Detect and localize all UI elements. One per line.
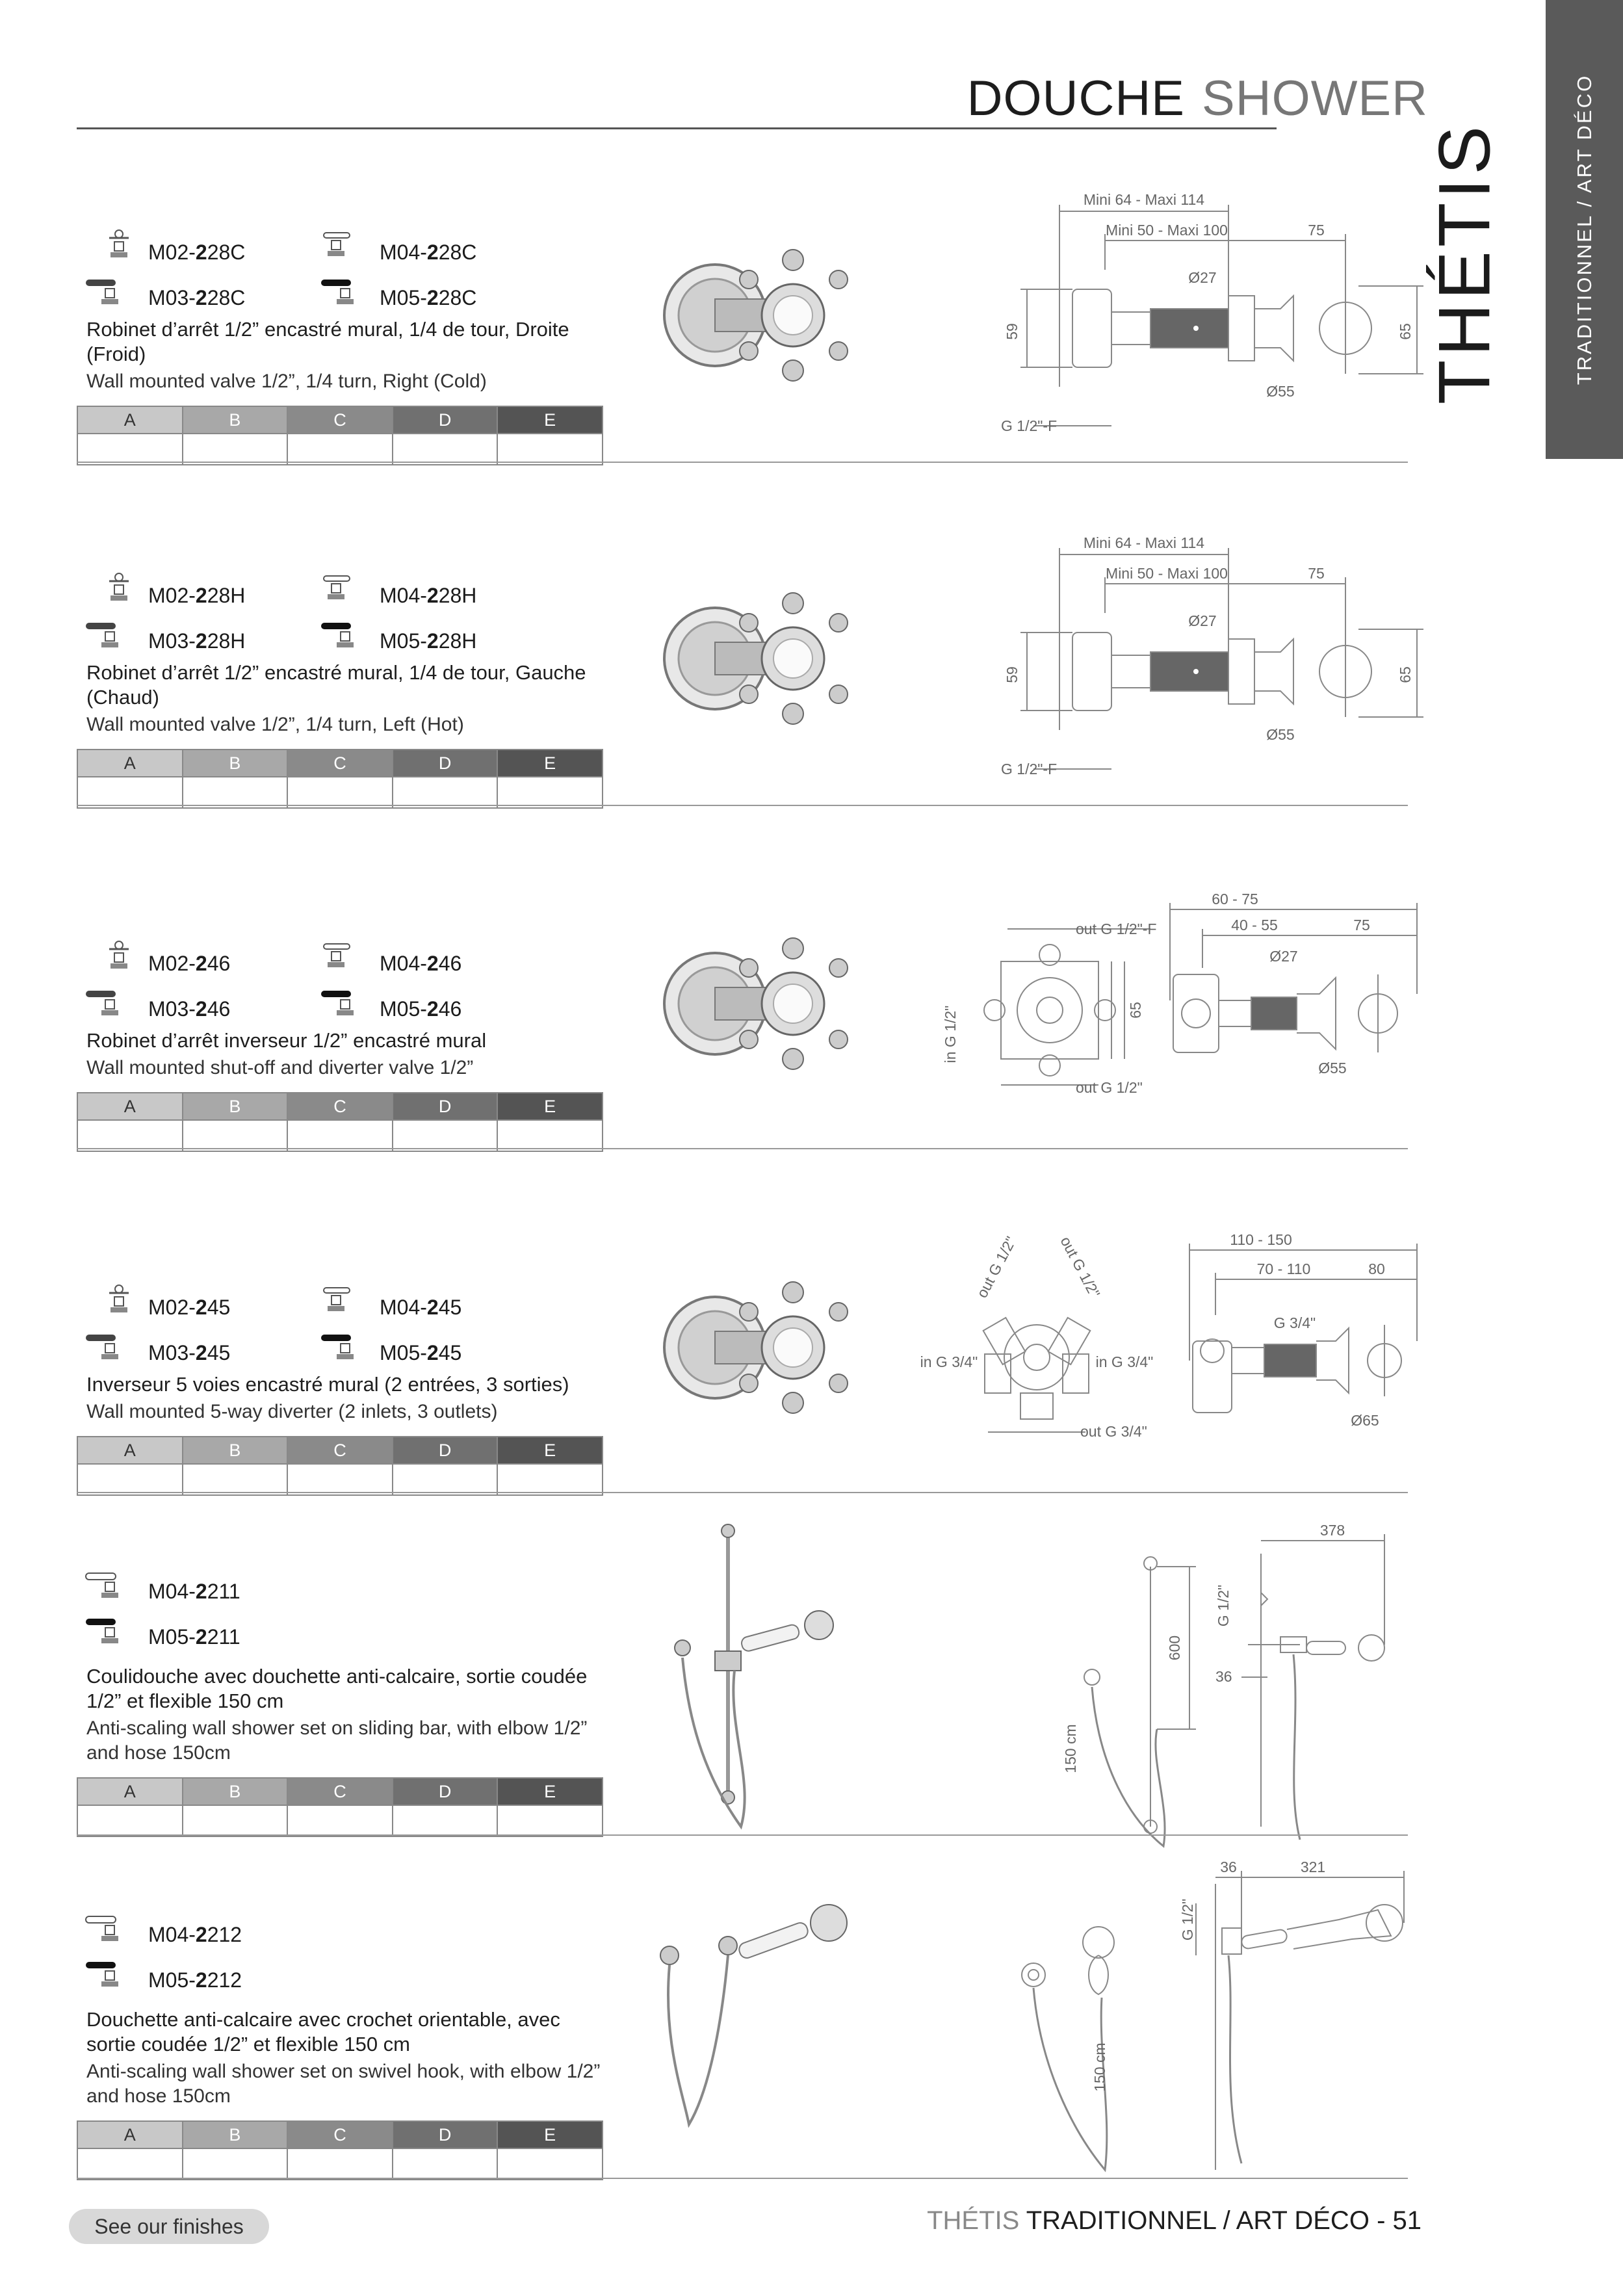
finish-cell[interactable] — [183, 434, 288, 465]
product-code: M02-246 — [148, 952, 231, 975]
page-number: - 51 — [1377, 2206, 1422, 2235]
product-code: M04-228H — [380, 584, 477, 607]
svg-text:Mini 50 - Maxi 100: Mini 50 - Maxi 100 — [1106, 565, 1228, 582]
product-block — [0, 891, 1623, 1179]
svg-text:G 1/2"-F: G 1/2"-F — [1001, 761, 1058, 777]
footer-brand: THÉTIS — [927, 2206, 1020, 2235]
technical-drawing — [910, 1211, 1436, 1484]
description-fr: Inverseur 5 voies encastré mural (2 entrées, 3 sorties) — [86, 1373, 569, 1396]
finish-cell[interactable] — [183, 2148, 288, 2180]
finish-cell[interactable] — [183, 1120, 288, 1151]
finish-grid: A B C D E — [77, 406, 603, 465]
svg-text:G 1/2": G 1/2" — [1179, 1898, 1196, 1941]
product-code: M04-2211 — [148, 1580, 240, 1603]
finish-cell[interactable] — [497, 1120, 603, 1151]
lever-handle-icon — [318, 1284, 370, 1316]
svg-text:out G 1/2": out G 1/2" — [973, 1233, 1020, 1301]
description-en: Anti-scaling wall shower set on sliding bar, with elbow 1/2” and hose 150cm — [86, 1717, 588, 1764]
svg-text:Ø27: Ø27 — [1269, 948, 1298, 965]
svg-text:150 cm: 150 cm — [1062, 1724, 1079, 1773]
finish-cell[interactable] — [77, 2148, 183, 2180]
svg-text:G 1/2": G 1/2" — [1215, 1584, 1232, 1627]
product-code: M05-245 — [380, 1341, 462, 1364]
finish-cell[interactable] — [497, 777, 603, 808]
product-code: M04-2212 — [148, 1923, 242, 1946]
finish-cell[interactable] — [497, 1464, 603, 1495]
finish-cell[interactable] — [497, 434, 603, 465]
description-en: Anti-scaling wall shower set on swivel hook, with elbow 1/2” and hose 150cm — [86, 2061, 601, 2107]
finish-cell[interactable] — [77, 1805, 183, 1836]
row-divider — [77, 1834, 1408, 1836]
finish-grid: A B C D E — [77, 1777, 603, 1837]
finish-grid: A B C D E — [77, 1436, 603, 1496]
product-photo-swivel-hook — [650, 1897, 884, 2144]
side-tab-label: TRADITIONNEL / ART DÉCO — [1572, 73, 1596, 385]
svg-text:G 1/2"-F: G 1/2"-F — [1001, 417, 1058, 434]
porcelain-lever-icon — [83, 1569, 135, 1602]
svg-text:59: 59 — [1004, 323, 1020, 340]
svg-text:378: 378 — [1319, 1522, 1345, 1539]
finish-cell[interactable] — [77, 777, 183, 808]
black-lever-icon — [83, 1958, 135, 1990]
black-lever-icon — [318, 619, 370, 651]
svg-text:75: 75 — [1353, 917, 1370, 933]
technical-drawing — [955, 522, 1436, 782]
finish-cell[interactable] — [393, 434, 498, 465]
porcelain-lever-icon — [83, 619, 135, 651]
svg-text:80: 80 — [1368, 1260, 1385, 1277]
porcelain-lever-icon — [83, 276, 135, 308]
title-en: SHOWER — [1202, 71, 1428, 126]
product-code: M03-246 — [148, 997, 231, 1021]
svg-text:in G 3/4": in G 3/4" — [1095, 1353, 1154, 1370]
svg-text:Ø55: Ø55 — [1318, 1060, 1347, 1076]
description-fr: Coulidouche avec douchette anti-calcaire, sortie coudée 1/2” et flexible 150 cm — [86, 1665, 588, 1712]
svg-text:36: 36 — [1215, 1668, 1232, 1685]
lever-handle-icon — [318, 940, 370, 972]
description-en: Wall mounted valve 1/2”, 1/4 turn, Right (Cold) — [86, 371, 487, 392]
finish-cell[interactable] — [497, 1805, 603, 1836]
svg-text:70 - 110: 70 - 110 — [1256, 1260, 1311, 1277]
svg-text:Mini 64 - Maxi 114: Mini 64 - Maxi 114 — [1083, 534, 1205, 551]
finish-cell[interactable] — [77, 1120, 183, 1151]
finish-grid: A B C D E — [77, 1092, 603, 1152]
svg-text:36: 36 — [1220, 1859, 1237, 1875]
product-code: M05-2212 — [148, 1968, 242, 1992]
row-divider — [77, 1148, 1408, 1149]
cross-handle-icon — [103, 940, 155, 972]
see-finishes-button[interactable]: See our finishes — [69, 2209, 269, 2244]
product-block — [0, 1859, 1623, 2183]
finish-cell[interactable] — [393, 1120, 498, 1151]
product-photo-cross-valve — [650, 234, 858, 403]
product-code: M03-245 — [148, 1341, 231, 1364]
svg-text:59: 59 — [1004, 666, 1020, 683]
finish-cell[interactable] — [183, 1805, 288, 1836]
technical-drawing — [1053, 1515, 1430, 1853]
svg-text:Mini 64 - Maxi 114: Mini 64 - Maxi 114 — [1083, 191, 1205, 208]
product-photo-sliding-bar — [669, 1521, 877, 1833]
finish-grid: A B C D E — [77, 2120, 603, 2180]
black-lever-icon — [318, 1331, 370, 1363]
technical-drawing — [929, 864, 1436, 1137]
finish-cell[interactable] — [287, 777, 393, 808]
brand-label: THÉTIS — [1423, 122, 1505, 405]
cross-handle-icon — [103, 572, 155, 605]
product-code: M03-228C — [148, 286, 246, 309]
product-code: M02-228C — [148, 241, 246, 264]
finish-grid: A B C D E — [77, 749, 603, 809]
svg-text:65: 65 — [1397, 666, 1414, 683]
svg-text:G 3/4": G 3/4" — [1273, 1314, 1316, 1331]
technical-drawing — [988, 1858, 1436, 2183]
product-block — [0, 1522, 1623, 1840]
svg-text:150 cm: 150 cm — [1091, 2042, 1108, 2092]
svg-text:Ø65: Ø65 — [1351, 1412, 1379, 1429]
lever-handle-icon — [318, 229, 370, 261]
product-photo-cross-valve — [650, 922, 858, 1091]
svg-text:Ø27: Ø27 — [1188, 269, 1217, 286]
product-code: M02-245 — [148, 1296, 231, 1319]
description-en: Wall mounted valve 1/2”, 1/4 turn, Left (Hot) — [86, 714, 464, 735]
row-divider — [77, 2178, 1408, 2179]
product-code: M02-228H — [148, 584, 246, 607]
svg-text:Mini 50 - Maxi 100: Mini 50 - Maxi 100 — [1106, 222, 1228, 239]
cross-handle-icon — [103, 229, 155, 261]
product-block — [0, 1231, 1623, 1523]
finish-cell[interactable] — [183, 1464, 288, 1495]
finish-cell[interactable] — [393, 1464, 498, 1495]
row-divider — [77, 1492, 1408, 1493]
porcelain-lever-icon — [83, 1912, 135, 1945]
svg-text:110 - 150: 110 - 150 — [1230, 1231, 1292, 1248]
product-code: M05-228C — [380, 286, 477, 309]
svg-text:75: 75 — [1308, 565, 1325, 582]
cross-handle-icon — [103, 1284, 155, 1316]
finish-cell[interactable] — [287, 1805, 393, 1836]
finish-cell[interactable] — [287, 1464, 393, 1495]
finish-cell[interactable] — [497, 2148, 603, 2180]
black-lever-icon — [83, 1615, 135, 1647]
product-block — [0, 191, 1623, 468]
finish-cell[interactable] — [287, 434, 393, 465]
page-title — [967, 70, 1428, 127]
black-lever-icon — [318, 276, 370, 308]
finish-cell[interactable] — [77, 434, 183, 465]
product-code: M03-228H — [148, 629, 246, 653]
svg-text:out G 1/2": out G 1/2" — [1076, 1079, 1143, 1096]
svg-text:75: 75 — [1308, 222, 1325, 239]
header-divider — [77, 127, 1277, 129]
svg-text:Ø55: Ø55 — [1266, 726, 1295, 743]
svg-text:321: 321 — [1300, 1859, 1326, 1875]
description-en: Wall mounted 5-way diverter (2 inlets, 3 outlets) — [86, 1401, 498, 1422]
description-fr: Douchette anti-calcaire avec crochet orientable, avec sortie coudée 1/2” et flexible 150 cm — [86, 2008, 560, 2055]
page-footer — [927, 2206, 1422, 2236]
finish-cell[interactable] — [183, 777, 288, 808]
product-photo-cross-valve — [650, 577, 858, 746]
svg-text:600: 600 — [1166, 1635, 1183, 1661]
porcelain-lever-icon — [83, 987, 135, 1019]
finish-cell[interactable] — [77, 1464, 183, 1495]
finish-cell[interactable] — [393, 777, 498, 808]
svg-text:out G 1/2": out G 1/2" — [1057, 1233, 1104, 1301]
finish-cell[interactable] — [393, 2148, 498, 2180]
svg-text:in G 1/2": in G 1/2" — [942, 1005, 959, 1063]
lever-handle-icon — [318, 572, 370, 605]
title-fr: DOUCHE — [967, 71, 1185, 126]
description-fr: Robinet d’arrêt 1/2” encastré mural, 1/4 de tour, Droite (Froid) — [86, 318, 569, 365]
description-en: Wall mounted shut-off and diverter valve 1/2” — [86, 1057, 474, 1078]
product-code: M05-2211 — [148, 1625, 240, 1649]
svg-text:Ø27: Ø27 — [1188, 612, 1217, 629]
black-lever-icon — [318, 987, 370, 1019]
svg-text:65: 65 — [1127, 1002, 1144, 1019]
svg-text:out G 1/2"-F: out G 1/2"-F — [1076, 920, 1157, 937]
finish-cell[interactable] — [287, 2148, 393, 2180]
description-fr: Robinet d’arrêt 1/2” encastré mural, 1/4 de tour, Gauche (Chaud) — [86, 661, 586, 709]
svg-text:in G 3/4": in G 3/4" — [920, 1353, 978, 1370]
finish-cell[interactable] — [393, 1805, 498, 1836]
product-block — [0, 534, 1623, 811]
technical-drawing — [955, 179, 1436, 439]
row-divider — [77, 462, 1408, 463]
svg-text:Ø55: Ø55 — [1266, 383, 1295, 400]
footer-collection: TRADITIONNEL / ART DÉCO — [1026, 2206, 1370, 2235]
description-fr: Robinet d’arrêt inverseur 1/2” encastré mural — [86, 1029, 487, 1052]
product-code: M05-246 — [380, 997, 462, 1021]
product-code: M04-245 — [380, 1296, 462, 1319]
product-code: M05-228H — [380, 629, 477, 653]
product-code: M04-228C — [380, 241, 477, 264]
svg-text:65: 65 — [1397, 323, 1414, 340]
finish-cell[interactable] — [287, 1120, 393, 1151]
porcelain-lever-icon — [83, 1331, 135, 1363]
row-divider — [77, 805, 1408, 806]
svg-text:40 - 55: 40 - 55 — [1231, 917, 1278, 933]
product-photo-cross-valve — [650, 1266, 858, 1435]
product-code: M04-246 — [380, 952, 462, 975]
svg-text:60 - 75: 60 - 75 — [1212, 891, 1258, 907]
svg-text:out G 3/4": out G 3/4" — [1080, 1423, 1147, 1440]
